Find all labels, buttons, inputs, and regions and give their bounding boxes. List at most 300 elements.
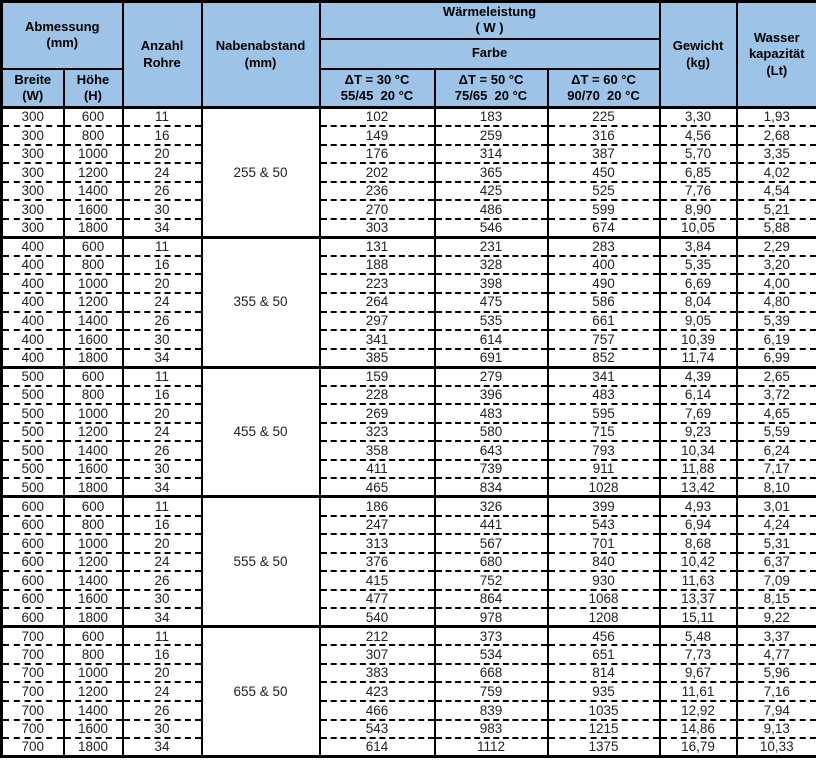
header-hoehe: Höhe (H)	[64, 69, 123, 108]
rohre-cell: 26	[123, 701, 202, 720]
table-row	[2, 701, 816, 720]
table-row	[2, 200, 816, 219]
nabenabstand-cell: 555 & 50	[202, 497, 320, 627]
hoehe-cell: 1800	[64, 478, 123, 497]
hoehe-cell: 1200	[64, 553, 123, 572]
header-dt30: ΔT = 30 °C 55/45 20 °C	[320, 69, 435, 108]
table-row	[2, 163, 816, 182]
nabenabstand-cell: 455 & 50	[202, 367, 320, 497]
dt30-cell: 212	[320, 627, 435, 646]
gewicht-cell: 6,85	[660, 163, 737, 182]
breite-cell: 600	[2, 516, 64, 535]
dt60-cell: 1028	[548, 478, 660, 497]
hoehe-cell: 1600	[64, 460, 123, 479]
gewicht-cell: 8,04	[660, 293, 737, 312]
breite-cell: 600	[2, 571, 64, 590]
table-row	[2, 720, 816, 739]
rohre-cell: 26	[123, 571, 202, 590]
breite-cell: 700	[2, 682, 64, 701]
rohre-cell: 34	[123, 738, 202, 757]
breite-cell: 600	[2, 497, 64, 516]
wasser-cell: 4,77	[737, 645, 816, 664]
table-row	[2, 386, 816, 405]
dt30-cell: 465	[320, 478, 435, 497]
dt60-cell: 399	[548, 497, 660, 516]
wasser-cell: 4,02	[737, 163, 816, 182]
rohre-cell: 24	[123, 163, 202, 182]
table-row	[2, 534, 816, 553]
rohre-cell: 34	[123, 349, 202, 368]
hoehe-cell: 600	[64, 367, 123, 386]
wasser-cell: 7,16	[737, 682, 816, 701]
breite-cell: 300	[2, 200, 64, 219]
gewicht-cell: 16,79	[660, 738, 737, 757]
gewicht-cell: 8,68	[660, 534, 737, 553]
hoehe-cell: 1600	[64, 720, 123, 739]
wasser-cell: 6,24	[737, 441, 816, 460]
dt30-cell: 223	[320, 274, 435, 293]
gewicht-cell: 14,86	[660, 720, 737, 739]
breite-cell: 500	[2, 441, 64, 460]
dt30-cell: 186	[320, 497, 435, 516]
dt50-cell: 978	[435, 608, 548, 627]
wasser-cell: 4,80	[737, 293, 816, 312]
breite-cell: 400	[2, 274, 64, 293]
dt50-cell: 839	[435, 701, 548, 720]
gewicht-cell: 13,37	[660, 590, 737, 609]
wasser-cell: 5,96	[737, 664, 816, 683]
hoehe-cell: 1000	[64, 274, 123, 293]
dt60-cell: 757	[548, 330, 660, 349]
dt30-cell: 131	[320, 237, 435, 256]
hoehe-cell: 1800	[64, 738, 123, 757]
dt30-cell: 269	[320, 404, 435, 423]
breite-cell: 400	[2, 256, 64, 275]
dt50-cell: 441	[435, 516, 548, 535]
wasser-cell: 4,00	[737, 274, 816, 293]
header-dt50: ΔT = 50 °C 75/65 20 °C	[435, 69, 548, 108]
wasser-cell: 2,29	[737, 237, 816, 256]
rohre-cell: 24	[123, 423, 202, 442]
breite-cell: 300	[2, 108, 64, 127]
table-row	[2, 423, 816, 442]
wasser-cell: 6,19	[737, 330, 816, 349]
dt30-cell: 159	[320, 367, 435, 386]
hoehe-cell: 1000	[64, 664, 123, 683]
wasser-cell: 5,39	[737, 312, 816, 331]
dt50-cell: 398	[435, 274, 548, 293]
header-abmessung	[2, 2, 123, 69]
table-row	[2, 645, 816, 664]
table-row	[2, 349, 816, 368]
dt30-cell: 188	[320, 256, 435, 275]
rohre-cell: 24	[123, 553, 202, 572]
gewicht-cell: 3,84	[660, 237, 737, 256]
rohre-cell: 16	[123, 516, 202, 535]
dt60-cell: 1215	[548, 720, 660, 739]
gewicht-cell: 5,70	[660, 145, 737, 164]
rohre-cell: 20	[123, 404, 202, 423]
wasser-cell: 9,22	[737, 608, 816, 627]
rohre-cell: 11	[123, 627, 202, 646]
gewicht-cell: 11,88	[660, 460, 737, 479]
dt60-cell: 456	[548, 627, 660, 646]
rohre-cell: 30	[123, 200, 202, 219]
dt60-cell: 793	[548, 441, 660, 460]
hoehe-cell: 800	[64, 516, 123, 535]
dt50-cell: 365	[435, 163, 548, 182]
table-row	[2, 478, 816, 497]
dt50-cell: 614	[435, 330, 548, 349]
dt50-cell: 534	[435, 645, 548, 664]
rohre-cell: 30	[123, 590, 202, 609]
dt50-cell: 680	[435, 553, 548, 572]
dt50-cell: 834	[435, 478, 548, 497]
gewicht-cell: 11,63	[660, 571, 737, 590]
wasser-cell: 1,93	[737, 108, 816, 127]
header-anzahl-rohre: Anzahl Rohre	[123, 2, 202, 108]
breite-cell: 600	[2, 553, 64, 572]
breite-cell: 400	[2, 312, 64, 331]
table-row	[2, 145, 816, 164]
rohre-cell: 16	[123, 126, 202, 145]
wasser-cell: 7,09	[737, 571, 816, 590]
hoehe-cell: 800	[64, 126, 123, 145]
rohre-cell: 34	[123, 608, 202, 627]
rohre-cell: 16	[123, 256, 202, 275]
gewicht-cell: 10,42	[660, 553, 737, 572]
wasser-cell: 10,33	[737, 738, 816, 757]
hoehe-cell: 1200	[64, 163, 123, 182]
dt60-cell: 651	[548, 645, 660, 664]
dt50-cell: 864	[435, 590, 548, 609]
dt50-cell: 535	[435, 312, 548, 331]
nabenabstand-cell: 255 & 50	[202, 108, 320, 238]
breite-cell: 300	[2, 126, 64, 145]
dt60-cell: 225	[548, 108, 660, 127]
wasser-cell: 4,24	[737, 516, 816, 535]
hoehe-cell: 1200	[64, 293, 123, 312]
dt50-cell: 183	[435, 108, 548, 127]
breite-cell: 700	[2, 645, 64, 664]
dt60-cell: 586	[548, 293, 660, 312]
table-row	[2, 553, 816, 572]
wasser-cell: 3,20	[737, 256, 816, 275]
dt60-cell: 674	[548, 219, 660, 238]
breite-cell: 700	[2, 664, 64, 683]
dt60-cell: 1208	[548, 608, 660, 627]
breite-cell: 400	[2, 349, 64, 368]
breite-cell: 500	[2, 478, 64, 497]
dt60-cell: 715	[548, 423, 660, 442]
hoehe-cell: 800	[64, 645, 123, 664]
hoehe-cell: 600	[64, 497, 123, 516]
dt60-cell: 852	[548, 349, 660, 368]
dt30-cell: 543	[320, 720, 435, 739]
wasser-cell: 3,37	[737, 627, 816, 646]
rohre-cell: 30	[123, 330, 202, 349]
table-row	[2, 627, 816, 646]
dt60-cell: 930	[548, 571, 660, 590]
dt50-cell: 373	[435, 627, 548, 646]
wasser-cell: 5,31	[737, 534, 816, 553]
breite-cell: 700	[2, 720, 64, 739]
gewicht-cell: 10,05	[660, 219, 737, 238]
table-row	[2, 460, 816, 479]
dt30-cell: 303	[320, 219, 435, 238]
rohre-cell: 20	[123, 274, 202, 293]
header-gewicht: Gewicht (kg)	[660, 2, 737, 108]
hoehe-cell: 1000	[64, 145, 123, 164]
breite-cell: 600	[2, 608, 64, 627]
wasser-cell: 6,99	[737, 349, 816, 368]
wasser-cell: 7,94	[737, 701, 816, 720]
dt50-cell: 231	[435, 237, 548, 256]
gewicht-cell: 13,42	[660, 478, 737, 497]
hoehe-cell: 1400	[64, 441, 123, 460]
dt50-cell: 691	[435, 349, 548, 368]
dt60-cell: 1068	[548, 590, 660, 609]
dt50-cell: 546	[435, 219, 548, 238]
table-row	[2, 497, 816, 516]
breite-cell: 400	[2, 330, 64, 349]
breite-cell: 700	[2, 701, 64, 720]
wasser-cell: 8,15	[737, 590, 816, 609]
dt60-cell: 483	[548, 386, 660, 405]
gewicht-cell: 7,73	[660, 645, 737, 664]
gewicht-cell: 10,39	[660, 330, 737, 349]
wasser-cell: 3,35	[737, 145, 816, 164]
dt30-cell: 228	[320, 386, 435, 405]
dt30-cell: 385	[320, 349, 435, 368]
gewicht-cell: 8,90	[660, 200, 737, 219]
dt30-cell: 307	[320, 645, 435, 664]
dt60-cell: 840	[548, 553, 660, 572]
wasser-cell: 2,65	[737, 367, 816, 386]
gewicht-cell: 10,34	[660, 441, 737, 460]
dt30-cell: 270	[320, 200, 435, 219]
hoehe-cell: 1400	[64, 182, 123, 201]
dt30-cell: 376	[320, 553, 435, 572]
dt60-cell: 595	[548, 404, 660, 423]
hoehe-cell: 1000	[64, 404, 123, 423]
dt60-cell: 450	[548, 163, 660, 182]
breite-cell: 400	[2, 293, 64, 312]
dt60-cell: 1035	[548, 701, 660, 720]
rohre-cell: 24	[123, 293, 202, 312]
gewicht-cell: 15,11	[660, 608, 737, 627]
dt30-cell: 358	[320, 441, 435, 460]
table-row	[2, 516, 816, 535]
table-row	[2, 293, 816, 312]
dt60-cell: 935	[548, 682, 660, 701]
breite-cell: 500	[2, 404, 64, 423]
breite-cell: 300	[2, 163, 64, 182]
rohre-cell: 11	[123, 108, 202, 127]
dt30-cell: 297	[320, 312, 435, 331]
dt30-cell: 102	[320, 108, 435, 127]
dt50-cell: 486	[435, 200, 548, 219]
hoehe-cell: 1400	[64, 701, 123, 720]
dt30-cell: 264	[320, 293, 435, 312]
rohre-cell: 26	[123, 312, 202, 331]
gewicht-cell: 7,69	[660, 404, 737, 423]
gewicht-cell: 9,23	[660, 423, 737, 442]
dt60-cell: 1375	[548, 738, 660, 757]
dt50-cell: 759	[435, 682, 548, 701]
table-row	[2, 330, 816, 349]
table-row	[2, 256, 816, 275]
header-dt60: ΔT = 60 °C 90/70 20 °C	[548, 69, 660, 108]
dt50-cell: 983	[435, 720, 548, 739]
hoehe-cell: 1200	[64, 423, 123, 442]
hoehe-cell: 600	[64, 627, 123, 646]
hoehe-cell: 600	[64, 108, 123, 127]
rohre-cell: 11	[123, 497, 202, 516]
hoehe-cell: 1400	[64, 312, 123, 331]
wasser-cell: 3,72	[737, 386, 816, 405]
rohre-cell: 24	[123, 682, 202, 701]
header-farbe: Farbe	[320, 39, 660, 69]
rohre-cell: 20	[123, 145, 202, 164]
header-abmessung-title: Abmessung	[25, 19, 100, 34]
table-row	[2, 237, 816, 256]
dt30-cell: 323	[320, 423, 435, 442]
dt50-cell: 475	[435, 293, 548, 312]
dt60-cell: 701	[548, 534, 660, 553]
gewicht-cell: 6,94	[660, 516, 737, 535]
dt30-cell: 415	[320, 571, 435, 590]
breite-cell: 700	[2, 627, 64, 646]
dt30-cell: 466	[320, 701, 435, 720]
rohre-cell: 20	[123, 534, 202, 553]
hoehe-cell: 1000	[64, 534, 123, 553]
dt50-cell: 739	[435, 460, 548, 479]
gewicht-cell: 4,56	[660, 126, 737, 145]
breite-cell: 500	[2, 460, 64, 479]
nabenabstand-cell: 355 & 50	[202, 237, 320, 367]
table-row	[2, 108, 816, 127]
rohre-cell: 20	[123, 664, 202, 683]
dt30-cell: 341	[320, 330, 435, 349]
dt30-cell: 614	[320, 738, 435, 757]
dt30-cell: 540	[320, 608, 435, 627]
dt30-cell: 247	[320, 516, 435, 535]
dt30-cell: 477	[320, 590, 435, 609]
wasser-cell: 5,59	[737, 423, 816, 442]
table-row	[2, 274, 816, 293]
rohre-cell: 16	[123, 386, 202, 405]
table-body	[2, 108, 816, 757]
hoehe-cell: 1400	[64, 571, 123, 590]
table-row	[2, 441, 816, 460]
dt60-cell: 400	[548, 256, 660, 275]
breite-cell: 300	[2, 145, 64, 164]
dt50-cell: 314	[435, 145, 548, 164]
breite-cell: 500	[2, 386, 64, 405]
wasser-cell: 4,54	[737, 182, 816, 201]
wasser-cell: 8,10	[737, 478, 816, 497]
breite-cell: 500	[2, 423, 64, 442]
dt50-cell: 580	[435, 423, 548, 442]
hoehe-cell: 800	[64, 386, 123, 405]
gewicht-cell: 4,39	[660, 367, 737, 386]
rohre-cell: 30	[123, 460, 202, 479]
dt50-cell: 1112	[435, 738, 548, 757]
table-header	[2, 2, 816, 108]
breite-cell: 500	[2, 367, 64, 386]
dt50-cell: 643	[435, 441, 548, 460]
dt50-cell: 668	[435, 664, 548, 683]
rohre-cell: 26	[123, 441, 202, 460]
wasser-cell: 2,68	[737, 126, 816, 145]
table-row	[2, 571, 816, 590]
nabenabstand-cell: 655 & 50	[202, 627, 320, 757]
breite-cell: 600	[2, 590, 64, 609]
dt50-cell: 326	[435, 497, 548, 516]
table-row	[2, 682, 816, 701]
dt50-cell: 396	[435, 386, 548, 405]
table-row	[2, 367, 816, 386]
gewicht-cell: 11,61	[660, 682, 737, 701]
gewicht-cell: 9,67	[660, 664, 737, 683]
breite-cell: 400	[2, 237, 64, 256]
dt50-cell: 425	[435, 182, 548, 201]
hoehe-cell: 1800	[64, 219, 123, 238]
dt30-cell: 176	[320, 145, 435, 164]
dt60-cell: 490	[548, 274, 660, 293]
dt60-cell: 387	[548, 145, 660, 164]
gewicht-cell: 6,69	[660, 274, 737, 293]
gewicht-cell: 11,74	[660, 349, 737, 368]
dt60-cell: 341	[548, 367, 660, 386]
gewicht-cell: 12,92	[660, 701, 737, 720]
gewicht-cell: 9,05	[660, 312, 737, 331]
breite-cell: 600	[2, 534, 64, 553]
dt50-cell: 567	[435, 534, 548, 553]
gewicht-cell: 5,35	[660, 256, 737, 275]
dt50-cell: 259	[435, 126, 548, 145]
dt30-cell: 423	[320, 682, 435, 701]
rohre-cell: 34	[123, 478, 202, 497]
breite-cell: 700	[2, 738, 64, 757]
wasser-cell: 5,21	[737, 200, 816, 219]
hoehe-cell: 600	[64, 237, 123, 256]
hoehe-cell: 1800	[64, 608, 123, 627]
wasser-cell: 3,01	[737, 497, 816, 516]
wasser-cell: 7,17	[737, 460, 816, 479]
hoehe-cell: 1200	[64, 682, 123, 701]
table-row	[2, 126, 816, 145]
table-row	[2, 219, 816, 238]
wasser-cell: 9,13	[737, 720, 816, 739]
table-row	[2, 404, 816, 423]
table-row	[2, 312, 816, 331]
gewicht-cell: 5,48	[660, 627, 737, 646]
breite-cell: 300	[2, 219, 64, 238]
dt60-cell: 599	[548, 200, 660, 219]
dt60-cell: 525	[548, 182, 660, 201]
dt30-cell: 313	[320, 534, 435, 553]
rohre-cell: 30	[123, 720, 202, 739]
dt60-cell: 814	[548, 664, 660, 683]
header-breite: Breite (W)	[2, 69, 64, 108]
dt50-cell: 752	[435, 571, 548, 590]
table-row	[2, 590, 816, 609]
hoehe-cell: 1600	[64, 330, 123, 349]
wasser-cell: 4,65	[737, 404, 816, 423]
dt30-cell: 411	[320, 460, 435, 479]
